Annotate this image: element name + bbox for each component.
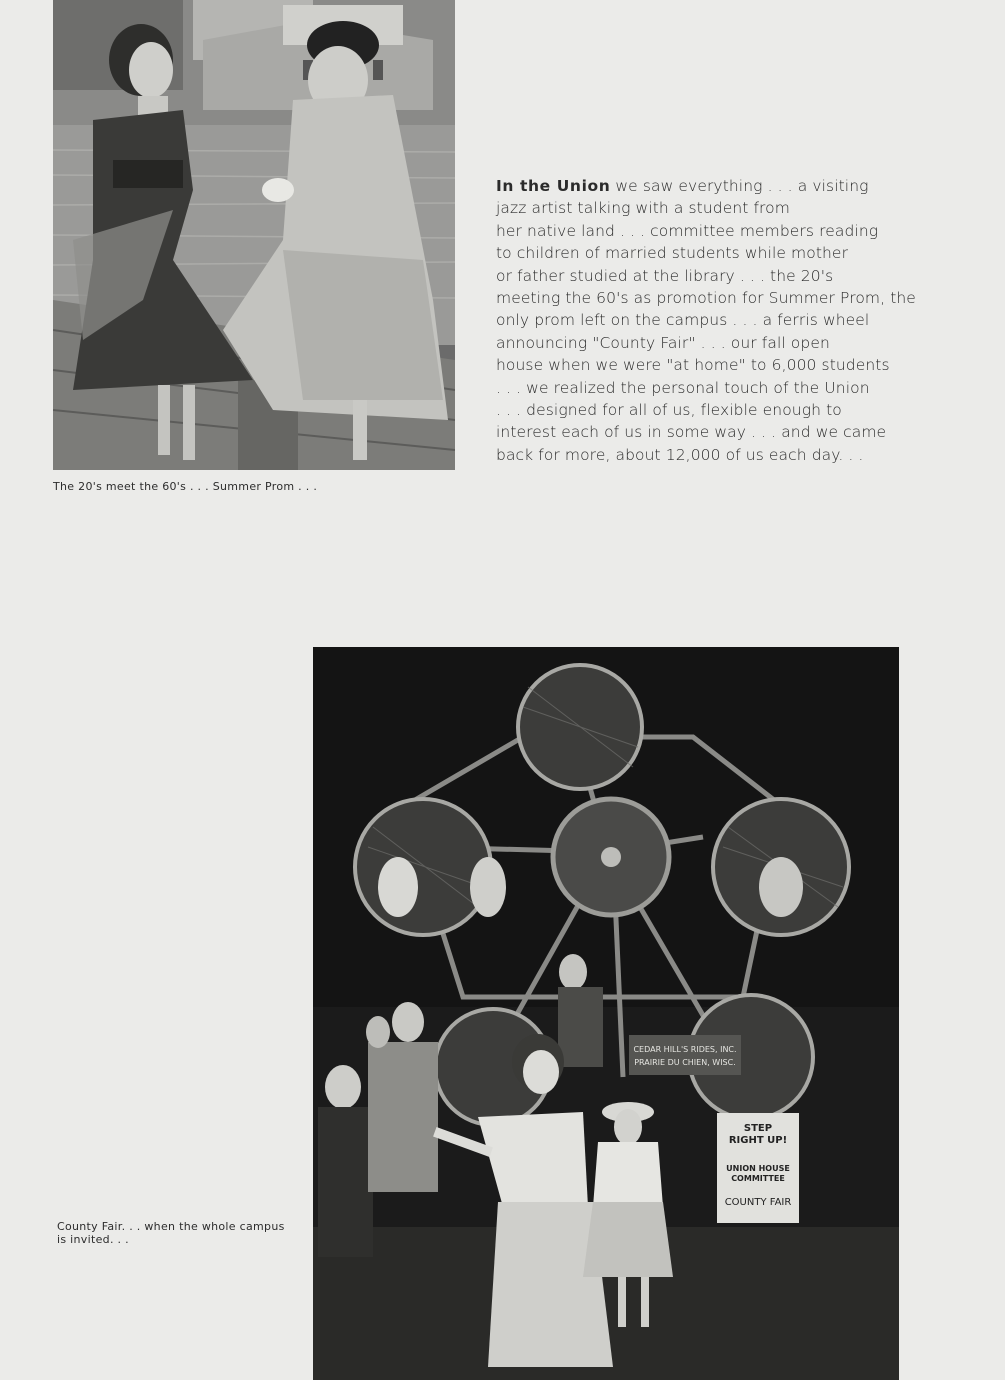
caption-summer-prom: The 20's meet the 60's . . . Summer Prom . . . — [53, 480, 318, 493]
poster-line: RIGHT UP! — [728, 1135, 788, 1146]
body-line: or father studied at the library . . . the 20's — [496, 266, 834, 285]
body-first-line: we saw everything . . . a visiting — [610, 177, 869, 195]
photo-two-women-dock — [53, 0, 455, 470]
ride-sign-line: PRAIRIE DU CHIEN, WISC. — [634, 1058, 736, 1067]
body-line: interest each of us in some way . . . and we came — [496, 423, 887, 442]
photo-county-fair — [313, 647, 899, 1380]
poster-line: UNION HOUSE — [726, 1164, 790, 1173]
poster-line: COMMITTEE — [731, 1174, 785, 1183]
body-line: only prom left on the campus . . . a ferris wheel — [496, 311, 870, 330]
ride-sign-line: CEDAR HILL'S RIDES, INC. — [633, 1045, 737, 1054]
article-body — [496, 175, 916, 466]
body-line: house when we were "at home" to 6,000 students — [496, 356, 890, 375]
photo-summer-prom — [53, 0, 455, 470]
body-line: . . . designed for all of us, flexible enough to — [496, 401, 842, 420]
caption-county-fair: County Fair. . . when the whole campus is invited. . . — [57, 1220, 285, 1246]
poster-line: STEP — [743, 1123, 773, 1134]
lead-in: In the Union — [496, 177, 611, 195]
poster-line: COUNTY FAIR — [724, 1197, 792, 1208]
body-line: back for more, about 12,000 of us each day. . . — [496, 445, 864, 464]
body-line — [496, 175, 896, 197]
photo-ferris-wheel — [313, 647, 899, 1380]
body-line: to children of married students while mother — [496, 244, 849, 263]
body-line: announcing "County Fair" . . . our fall open — [496, 333, 830, 352]
body-line: meeting the 60's as promotion for Summer Prom, the — [496, 289, 916, 308]
body-line: jazz artist talking with a student from — [496, 199, 790, 218]
body-line: . . . we realized the personal touch of the Union — [496, 378, 870, 397]
body-line: her native land . . . committee members reading — [496, 221, 879, 240]
